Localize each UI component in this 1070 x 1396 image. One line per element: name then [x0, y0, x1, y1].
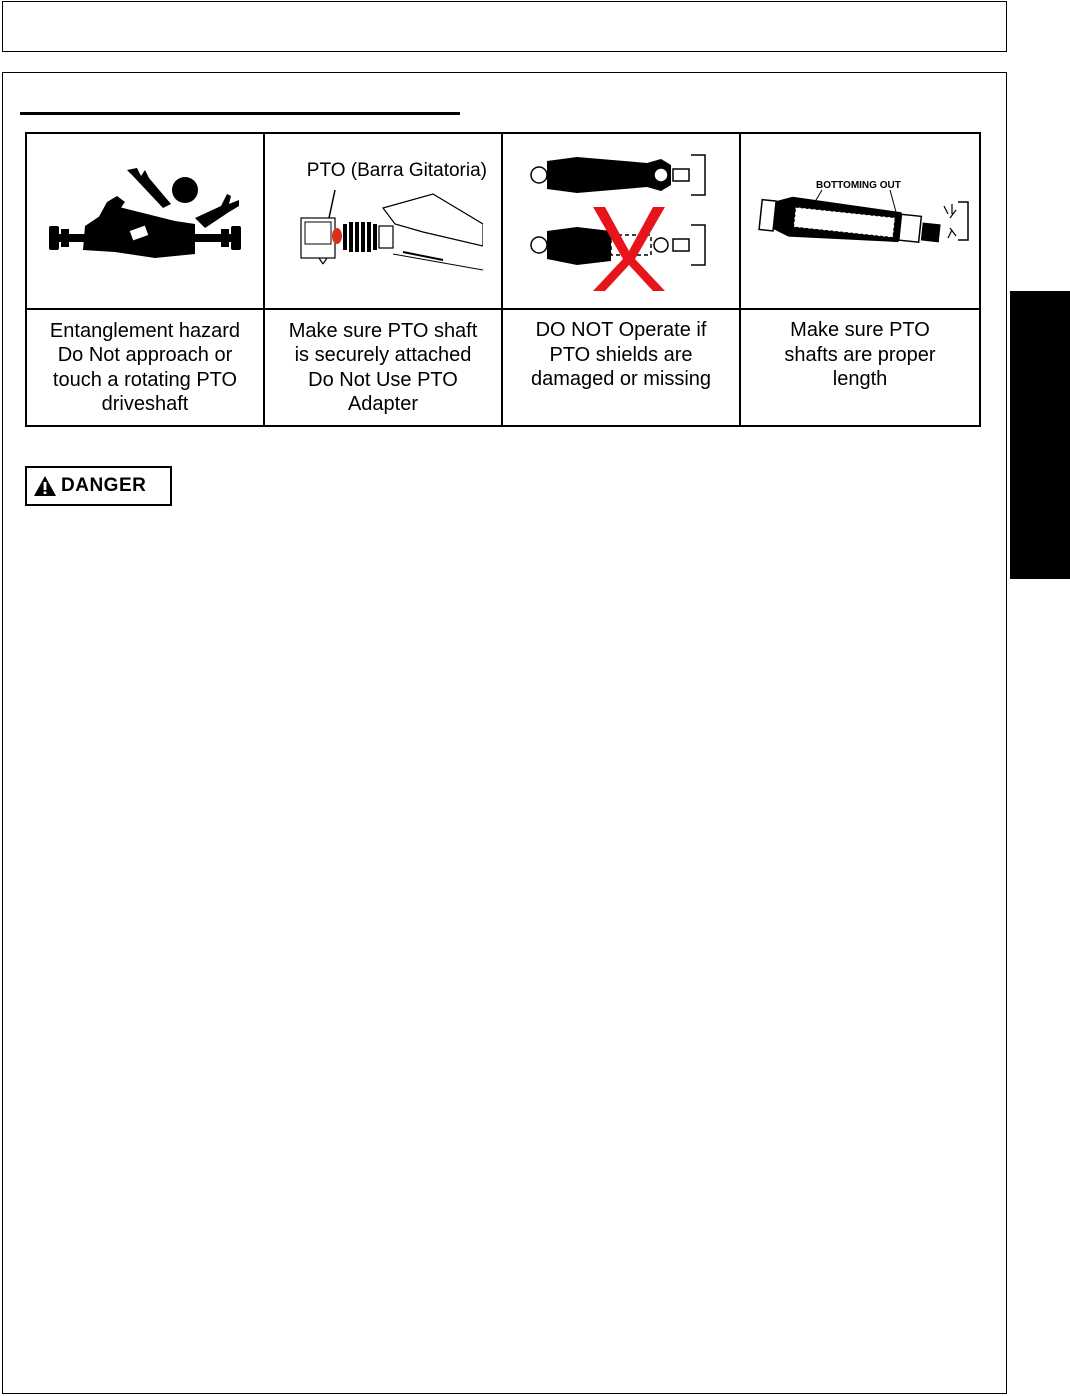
panel-4-caption — [740, 309, 980, 426]
caption-line: DO NOT Operate if — [535, 319, 707, 341]
pto-image-label: PTO (Barra Gitatoria) — [306, 160, 487, 181]
caption-line: PTO shields are — [549, 343, 693, 366]
bottoming-out-label: BOTTOMING OUT — [816, 180, 901, 191]
panel-1-image — [26, 133, 264, 309]
header-box — [2, 1, 1007, 52]
caption-line: Make sure PTO shaft — [288, 319, 478, 342]
caption-line: length — [832, 368, 888, 390]
warning-triangle-icon — [33, 475, 57, 497]
panel-4-image — [740, 133, 980, 309]
panel-2-caption — [264, 309, 502, 426]
panel-1-caption — [26, 309, 264, 426]
pto-safety-table — [25, 132, 981, 427]
caption-line: Make sure PTO — [790, 319, 930, 341]
section-edge-tab — [1010, 291, 1070, 579]
pto-shaft-attach-icon — [283, 184, 483, 276]
entanglement-figure-icon — [45, 166, 245, 276]
caption-line: Do Not Use PTO — [308, 368, 458, 391]
danger-label: DANGER — [61, 475, 147, 496]
section-title-rule — [20, 112, 460, 115]
caption-line: Do Not approach or — [57, 344, 233, 366]
caption-line: Adapter — [347, 393, 419, 415]
pto-shields-damaged-icon — [521, 151, 721, 291]
caption-line: damaged or missing — [530, 368, 712, 390]
caption-line: shafts are proper — [784, 343, 936, 366]
caption-line: driveshaft — [101, 393, 189, 415]
pto-bottoming-out-icon — [750, 176, 970, 266]
caption-line: touch a rotating PTO — [52, 368, 238, 391]
panel-2-image — [264, 133, 502, 309]
danger-sign — [25, 466, 172, 506]
panel-3-image — [502, 133, 740, 309]
caption-line: Entanglement hazard — [49, 319, 241, 342]
caption-line: is securely attached — [294, 344, 472, 366]
panel-3-caption — [502, 309, 740, 426]
